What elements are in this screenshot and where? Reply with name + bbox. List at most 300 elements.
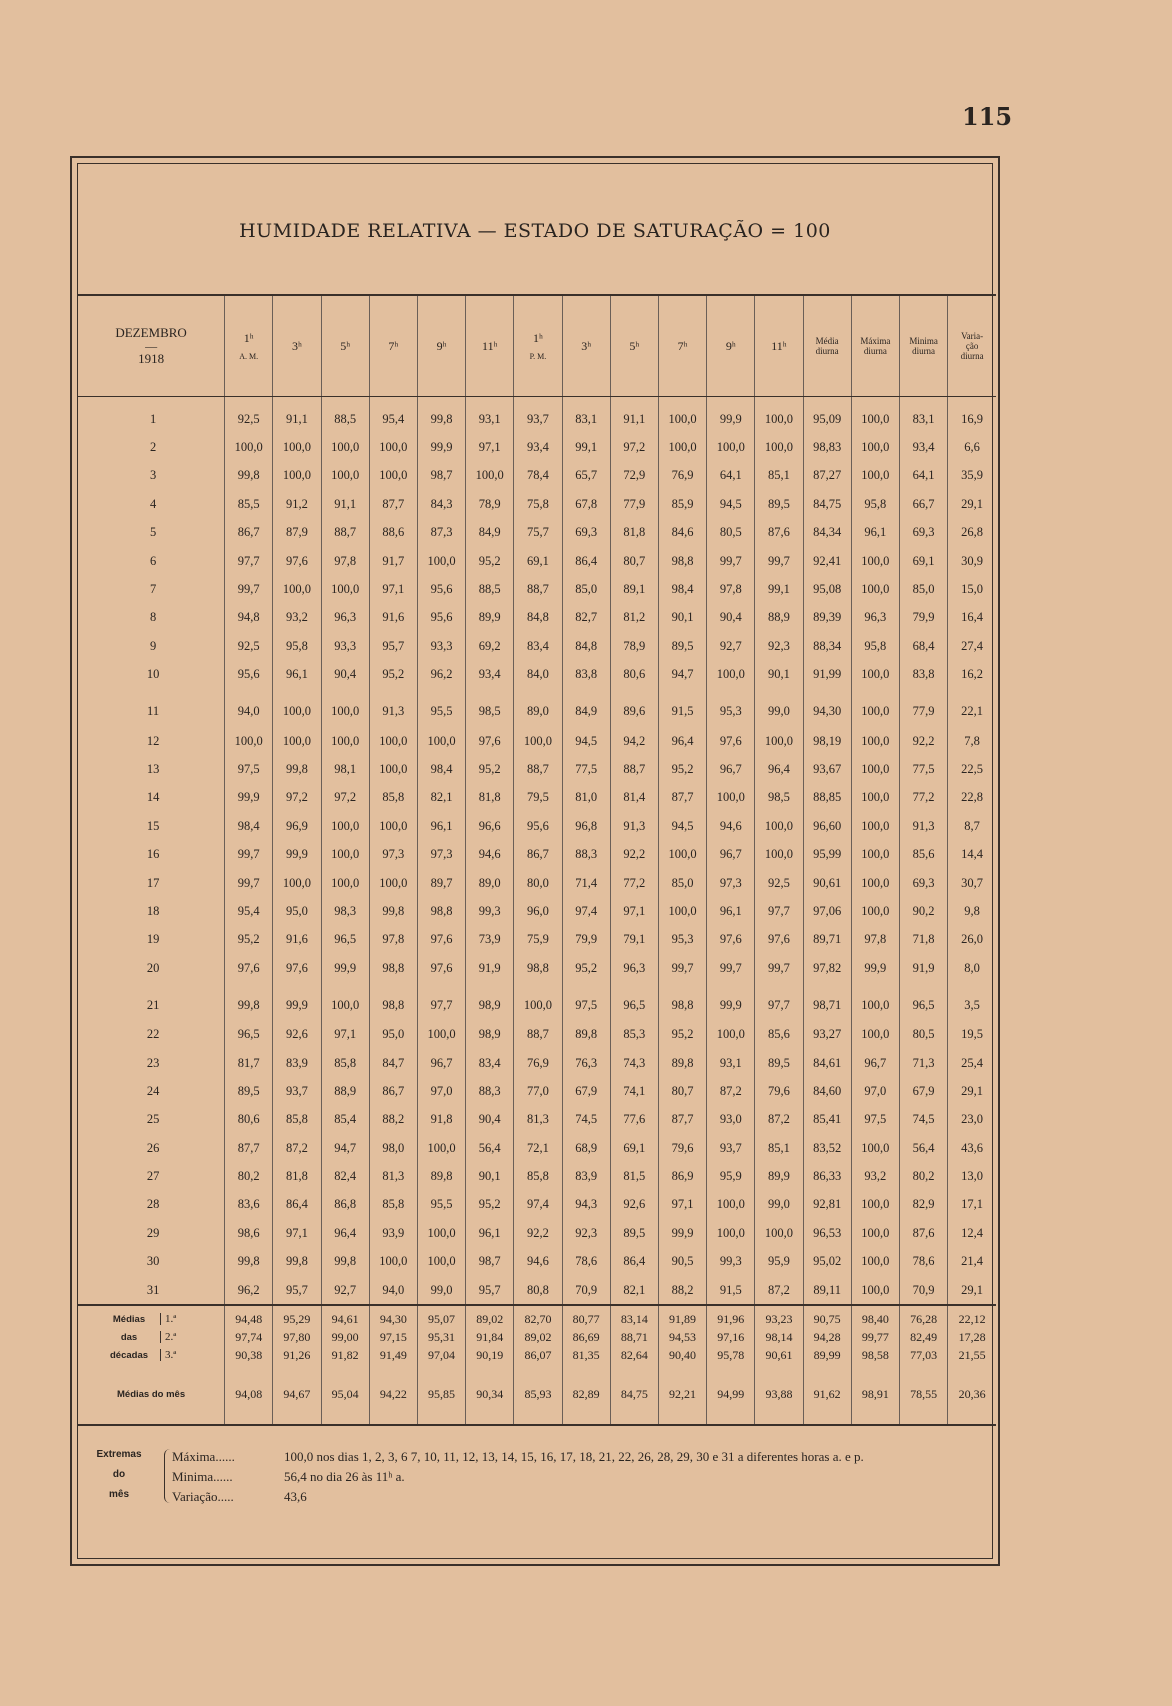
table-cell: 88,5 bbox=[466, 575, 514, 603]
table-cell: 13,0 bbox=[948, 1162, 996, 1190]
table-cell: 85,8 bbox=[273, 1106, 321, 1134]
day-number: 12 bbox=[146, 733, 160, 748]
table-row bbox=[78, 1162, 996, 1190]
table-row bbox=[78, 661, 996, 689]
table-cell: 29,1 bbox=[948, 1077, 996, 1105]
month-dash: — bbox=[145, 339, 158, 353]
table-cell: 67,9 bbox=[899, 1077, 947, 1105]
hour-header bbox=[466, 295, 514, 397]
table-cell: 99,8 bbox=[225, 1248, 273, 1276]
table-cell: 94,48 bbox=[225, 1305, 273, 1328]
table-cell: 91,1 bbox=[273, 397, 321, 434]
table-cell: 95,2 bbox=[225, 926, 273, 954]
table-cell: 88,6 bbox=[369, 519, 417, 547]
table-cell: 89,8 bbox=[417, 1162, 465, 1190]
table-cell: 99,8 bbox=[273, 755, 321, 783]
hour-header bbox=[321, 295, 369, 397]
hour-header bbox=[514, 295, 562, 397]
table-cell: 91,6 bbox=[273, 926, 321, 954]
table-cell: 97,4 bbox=[514, 1191, 562, 1219]
stat-header bbox=[948, 295, 996, 397]
table-cell: 96,6 bbox=[466, 812, 514, 840]
table-cell: 97,6 bbox=[707, 727, 755, 755]
table-cell: 96,4 bbox=[658, 727, 706, 755]
table-cell: 17,28 bbox=[948, 1328, 996, 1346]
table-cell: 83,1 bbox=[899, 397, 947, 434]
table-cell: 91,7 bbox=[369, 547, 417, 575]
table-cell: 89,5 bbox=[755, 490, 803, 518]
table-cell: 9,8 bbox=[948, 897, 996, 925]
table-cell: 96,5 bbox=[321, 926, 369, 954]
day-number: 3 bbox=[149, 468, 157, 483]
table-cell: 94,8 bbox=[225, 604, 273, 632]
table-cell: 95,31 bbox=[417, 1328, 465, 1346]
table-cell: 94,30 bbox=[803, 689, 851, 727]
table-row bbox=[78, 869, 996, 897]
table-cell: 86,4 bbox=[610, 1248, 658, 1276]
table-cell: 100,0 bbox=[321, 689, 369, 727]
table-cell: 90,5 bbox=[658, 1248, 706, 1276]
month-label: DEZEMBRO bbox=[115, 325, 187, 340]
table-cell: 89,8 bbox=[562, 1020, 610, 1048]
day-number: 22 bbox=[146, 1027, 160, 1042]
table-header bbox=[78, 295, 996, 397]
table-cell: 92,2 bbox=[899, 727, 947, 755]
table-cell: 97,6 bbox=[417, 926, 465, 954]
table-cell: 100,0 bbox=[755, 727, 803, 755]
table-cell: 99,0 bbox=[417, 1276, 465, 1305]
table-cell: 75,9 bbox=[514, 926, 562, 954]
table-cell: 81,2 bbox=[610, 604, 658, 632]
decade-means bbox=[78, 1305, 996, 1364]
table-cell: 99,00 bbox=[321, 1328, 369, 1346]
table-cell: 90,1 bbox=[466, 1162, 514, 1190]
extremes-value: 56,4 no dia 26 às 11ʰ a. bbox=[284, 1469, 405, 1484]
table-cell: 91,1 bbox=[321, 490, 369, 518]
table-cell: 97,6 bbox=[225, 954, 273, 982]
table-cell: 95,2 bbox=[658, 755, 706, 783]
table-cell: 69,1 bbox=[610, 1134, 658, 1162]
table-cell: 89,0 bbox=[514, 689, 562, 727]
table-cell: 90,4 bbox=[466, 1106, 514, 1134]
table-cell: 99,7 bbox=[225, 840, 273, 868]
decade-index: 1.ª bbox=[160, 1313, 195, 1325]
table-cell: 93,1 bbox=[466, 397, 514, 434]
table-cell: 92,81 bbox=[803, 1191, 851, 1219]
table-cell: 97,3 bbox=[417, 840, 465, 868]
hour-label: 5ʰ bbox=[340, 338, 351, 353]
extremes-key: Máxima...... bbox=[172, 1449, 235, 1464]
hour-header bbox=[658, 295, 706, 397]
table-cell: 22,1 bbox=[948, 689, 996, 727]
table-cell: 94,99 bbox=[707, 1364, 755, 1425]
table-cell: 80,2 bbox=[899, 1162, 947, 1190]
day-number: 25 bbox=[146, 1112, 160, 1127]
stat-header-line: diurna bbox=[815, 346, 839, 356]
table-cell: 99,8 bbox=[417, 397, 465, 434]
table-cell: 64,1 bbox=[707, 462, 755, 490]
table-cell: 100,0 bbox=[851, 897, 899, 925]
table-cell: 100,0 bbox=[369, 727, 417, 755]
table-cell: 72,1 bbox=[514, 1134, 562, 1162]
table-cell: 95,6 bbox=[225, 661, 273, 689]
table-cell: 100,0 bbox=[755, 1219, 803, 1247]
table-cell: 97,8 bbox=[369, 926, 417, 954]
table-cell: 96,8 bbox=[562, 812, 610, 840]
table-cell: 81,4 bbox=[610, 784, 658, 812]
day-number: 6 bbox=[149, 553, 157, 568]
table-cell: 99,77 bbox=[851, 1328, 899, 1346]
table-cell: 94,7 bbox=[658, 661, 706, 689]
table-cell: 90,1 bbox=[755, 661, 803, 689]
table-cell: 95,29 bbox=[273, 1305, 321, 1328]
decade-label bbox=[78, 1346, 225, 1364]
decade-row bbox=[78, 1328, 996, 1346]
table-cell: 89,6 bbox=[610, 689, 658, 727]
table-cell: 98,8 bbox=[658, 547, 706, 575]
table-cell: 100,0 bbox=[658, 397, 706, 434]
day-number: 5 bbox=[149, 525, 157, 540]
table-cell: 97,1 bbox=[658, 1191, 706, 1219]
day-number: 23 bbox=[146, 1055, 160, 1070]
hour-label: 11ʰ bbox=[771, 338, 787, 353]
table-cell: 100,0 bbox=[707, 784, 755, 812]
table-cell: 80,2 bbox=[225, 1162, 273, 1190]
hour-period: P. M. bbox=[529, 352, 547, 361]
table-cell: 98,8 bbox=[514, 954, 562, 982]
table-cell: 86,7 bbox=[514, 840, 562, 868]
table-cell: 35,9 bbox=[948, 462, 996, 490]
table-cell: 8,7 bbox=[948, 812, 996, 840]
table-cell: 83,4 bbox=[514, 632, 562, 660]
table-cell: 100,0 bbox=[707, 1219, 755, 1247]
table-cell: 84,0 bbox=[514, 661, 562, 689]
table-cell: 90,4 bbox=[707, 604, 755, 632]
table-cell: 100,0 bbox=[707, 1020, 755, 1048]
table-cell: 96,4 bbox=[321, 1219, 369, 1247]
table-cell: 81,0 bbox=[562, 784, 610, 812]
day-number: 15 bbox=[146, 818, 160, 833]
table-row bbox=[78, 1191, 996, 1219]
day-number: 27 bbox=[146, 1169, 160, 1184]
table-cell: 76,9 bbox=[658, 462, 706, 490]
table-cell: 80,0 bbox=[514, 869, 562, 897]
table-cell: 96,3 bbox=[610, 954, 658, 982]
table-cell: 100,0 bbox=[321, 812, 369, 840]
hour-label: 1ʰ bbox=[243, 331, 254, 345]
table-cell: 100,0 bbox=[755, 433, 803, 461]
table-cell: 96,3 bbox=[321, 604, 369, 632]
table-cell: 97,6 bbox=[466, 727, 514, 755]
table-cell: 87,2 bbox=[707, 1077, 755, 1105]
table-cell: 89,11 bbox=[803, 1276, 851, 1305]
table-cell: 78,4 bbox=[514, 462, 562, 490]
table-cell: 82,4 bbox=[321, 1162, 369, 1190]
table-cell: 21,55 bbox=[948, 1346, 996, 1364]
day-number: 7 bbox=[149, 582, 157, 597]
table-cell: 99,8 bbox=[369, 897, 417, 925]
table-cell: 91,1 bbox=[610, 397, 658, 434]
table-cell: 97,3 bbox=[369, 840, 417, 868]
table-cell: 95,0 bbox=[369, 1020, 417, 1048]
table-cell: 93,1 bbox=[707, 1049, 755, 1077]
table-cell: 83,14 bbox=[610, 1305, 658, 1328]
extremes-value: 100,0 nos dias 1, 2, 3, 6 7, 10, 11, 12, 13, 14, 15, 16, 17, 18, 21, 22, 26, 28, 29, 30 e 31 a diferentes horas a. e p. bbox=[284, 1449, 864, 1464]
table-cell: 86,69 bbox=[562, 1328, 610, 1346]
table-cell: 74,3 bbox=[610, 1049, 658, 1077]
table-cell: 100,0 bbox=[851, 1191, 899, 1219]
table-cell: 100,0 bbox=[851, 727, 899, 755]
table-cell: 100,0 bbox=[851, 462, 899, 490]
table-cell: 100,0 bbox=[369, 755, 417, 783]
table-cell: 83,8 bbox=[899, 661, 947, 689]
day-number: 2 bbox=[149, 440, 157, 455]
table-cell: 83,1 bbox=[562, 397, 610, 434]
table-cell: 78,9 bbox=[466, 490, 514, 518]
table-cell: 98,91 bbox=[851, 1364, 899, 1425]
table-cell: 90,61 bbox=[755, 1346, 803, 1364]
table-cell: 29,1 bbox=[948, 490, 996, 518]
day-number: 20 bbox=[146, 960, 160, 975]
table-cell: 92,5 bbox=[225, 397, 273, 434]
table-cell: 97,6 bbox=[417, 954, 465, 982]
table-cell: 93,2 bbox=[273, 604, 321, 632]
table-cell: 97,7 bbox=[417, 982, 465, 1020]
table-cell: 96,7 bbox=[707, 840, 755, 868]
table-cell: 98,71 bbox=[803, 982, 851, 1020]
table-cell: 83,9 bbox=[273, 1049, 321, 1077]
table-cell: 77,2 bbox=[899, 784, 947, 812]
table-cell: 100,0 bbox=[851, 397, 899, 434]
table-cell: 87,2 bbox=[273, 1134, 321, 1162]
table-cell: 22,8 bbox=[948, 784, 996, 812]
table-cell: 98,7 bbox=[417, 462, 465, 490]
table-cell: 98,9 bbox=[466, 982, 514, 1020]
table-cell: 25,4 bbox=[948, 1049, 996, 1077]
table-cell: 93,4 bbox=[466, 661, 514, 689]
table-row bbox=[78, 784, 996, 812]
table-cell: 81,3 bbox=[514, 1106, 562, 1134]
table-cell: 96,5 bbox=[610, 982, 658, 1020]
table-cell: 97,15 bbox=[369, 1328, 417, 1346]
table-cell: 100,0 bbox=[321, 727, 369, 755]
table-cell: 100,0 bbox=[755, 840, 803, 868]
table-cell: 89,5 bbox=[755, 1049, 803, 1077]
table-cell: 97,5 bbox=[562, 982, 610, 1020]
table-cell: 95,02 bbox=[803, 1248, 851, 1276]
table-cell: 98,8 bbox=[369, 954, 417, 982]
table-cell: 98,1 bbox=[321, 755, 369, 783]
table-cell: 92,5 bbox=[225, 632, 273, 660]
table-cell: 97,1 bbox=[321, 1020, 369, 1048]
table-cell: 95,5 bbox=[417, 689, 465, 727]
table-cell: 79,6 bbox=[658, 1134, 706, 1162]
stat-header bbox=[803, 295, 851, 397]
table-cell: 100,0 bbox=[321, 869, 369, 897]
table-cell: 86,33 bbox=[803, 1162, 851, 1190]
table-cell: 27,4 bbox=[948, 632, 996, 660]
table-cell: 97,7 bbox=[225, 547, 273, 575]
table-cell: 84,75 bbox=[610, 1364, 658, 1425]
table-cell: 56,4 bbox=[899, 1134, 947, 1162]
table-row bbox=[78, 926, 996, 954]
table-cell: 84,9 bbox=[466, 519, 514, 547]
day-number: 17 bbox=[146, 875, 160, 890]
table-cell: 83,6 bbox=[225, 1191, 273, 1219]
table-cell: 85,41 bbox=[803, 1106, 851, 1134]
day-number: 10 bbox=[146, 667, 160, 682]
table-cell: 92,2 bbox=[610, 840, 658, 868]
table-cell: 78,6 bbox=[562, 1248, 610, 1276]
day-number: 4 bbox=[149, 496, 157, 511]
day-number: 14 bbox=[146, 790, 160, 805]
table-cell: 100,0 bbox=[417, 1248, 465, 1276]
table-cell: 97,6 bbox=[707, 926, 755, 954]
table-cell: 93,23 bbox=[755, 1305, 803, 1328]
table-cell: 85,3 bbox=[610, 1020, 658, 1048]
table-cell: 95,2 bbox=[466, 755, 514, 783]
table-cell: 97,6 bbox=[273, 547, 321, 575]
table-cell: 95,5 bbox=[417, 1191, 465, 1219]
table-cell: 69,3 bbox=[899, 869, 947, 897]
table-cell: 96,5 bbox=[225, 1020, 273, 1048]
table-cell: 94,53 bbox=[658, 1328, 706, 1346]
table-cell: 90,40 bbox=[658, 1346, 706, 1364]
table-cell: 85,8 bbox=[369, 784, 417, 812]
table-cell: 86,4 bbox=[562, 547, 610, 575]
table-cell: 87,7 bbox=[225, 1134, 273, 1162]
table-cell: 22,12 bbox=[948, 1305, 996, 1328]
table-cell: 89,5 bbox=[225, 1077, 273, 1105]
table-cell: 97,1 bbox=[610, 897, 658, 925]
table-cell: 76,28 bbox=[899, 1305, 947, 1328]
table-cell: 100,0 bbox=[417, 1020, 465, 1048]
table-cell: 91,84 bbox=[466, 1328, 514, 1346]
table-row bbox=[78, 1049, 996, 1077]
table-row bbox=[78, 982, 996, 1020]
table-cell: 89,02 bbox=[514, 1328, 562, 1346]
table-cell: 97,4 bbox=[562, 897, 610, 925]
table-cell: 89,02 bbox=[466, 1305, 514, 1328]
extremes-row bbox=[88, 1449, 993, 1469]
table-cell: 82,1 bbox=[417, 784, 465, 812]
table-cell: 96,4 bbox=[755, 755, 803, 783]
table-cell: 78,55 bbox=[899, 1364, 947, 1425]
table-cell: 97,06 bbox=[803, 897, 851, 925]
table-cell: 99,9 bbox=[273, 982, 321, 1020]
day-number: 13 bbox=[146, 761, 160, 776]
table-cell: 91,3 bbox=[610, 812, 658, 840]
table-row bbox=[78, 1020, 996, 1048]
table-cell: 70,9 bbox=[899, 1276, 947, 1305]
table-cell: 98,6 bbox=[225, 1219, 273, 1247]
table-cell: 100,0 bbox=[321, 575, 369, 603]
table-cell: 93,3 bbox=[321, 632, 369, 660]
table-cell: 99,9 bbox=[658, 1219, 706, 1247]
table-cell: 77,5 bbox=[562, 755, 610, 783]
day-number: 19 bbox=[146, 932, 160, 947]
table-cell: 93,0 bbox=[707, 1106, 755, 1134]
table-cell: 100,0 bbox=[851, 784, 899, 812]
table-cell: 97,6 bbox=[273, 954, 321, 982]
table-cell: 91,3 bbox=[369, 689, 417, 727]
table-cell: 87,27 bbox=[803, 462, 851, 490]
table-cell: 100,0 bbox=[417, 727, 465, 755]
table-cell: 89,0 bbox=[466, 869, 514, 897]
hour-header bbox=[225, 295, 273, 397]
stat-header-line: Máxima bbox=[860, 336, 891, 346]
table-cell: 100,0 bbox=[851, 1020, 899, 1048]
table-cell: 93,7 bbox=[273, 1077, 321, 1105]
table-cell: 91,5 bbox=[658, 689, 706, 727]
table-cell: 99,9 bbox=[851, 954, 899, 982]
table-row bbox=[78, 727, 996, 755]
table-row bbox=[78, 1219, 996, 1247]
table-cell: 81,35 bbox=[562, 1346, 610, 1364]
table-cell: 21,4 bbox=[948, 1248, 996, 1276]
table-cell: 95,09 bbox=[803, 397, 851, 434]
table-cell: 94,5 bbox=[562, 727, 610, 755]
day-number: 26 bbox=[146, 1140, 160, 1155]
table-cell: 100,0 bbox=[851, 755, 899, 783]
hour-label: 9ʰ bbox=[436, 338, 447, 353]
table-cell: 99,9 bbox=[273, 840, 321, 868]
table-cell: 97,74 bbox=[225, 1328, 273, 1346]
table-cell: 79,9 bbox=[562, 926, 610, 954]
table-cell: 88,2 bbox=[658, 1276, 706, 1305]
hour-header bbox=[273, 295, 321, 397]
decade-label bbox=[78, 1328, 225, 1346]
table-cell: 98,3 bbox=[321, 897, 369, 925]
table-cell: 100,0 bbox=[466, 462, 514, 490]
table-cell: 98,83 bbox=[803, 433, 851, 461]
table-row bbox=[78, 490, 996, 518]
table-cell: 95,7 bbox=[369, 632, 417, 660]
table-cell: 12,4 bbox=[948, 1219, 996, 1247]
table-cell: 30,9 bbox=[948, 547, 996, 575]
table-cell: 93,4 bbox=[899, 433, 947, 461]
table-cell: 100,0 bbox=[225, 433, 273, 461]
table-cell: 83,8 bbox=[562, 661, 610, 689]
table-cell: 95,2 bbox=[562, 954, 610, 982]
table-cell: 76,9 bbox=[514, 1049, 562, 1077]
table-cell: 23,0 bbox=[948, 1106, 996, 1134]
table-row bbox=[78, 632, 996, 660]
stat-header-line: Minima bbox=[909, 336, 938, 346]
table-cell: 88,3 bbox=[562, 840, 610, 868]
table-cell: 80,77 bbox=[562, 1305, 610, 1328]
decade-label-text: décadas bbox=[109, 1350, 149, 1362]
table-cell: 95,85 bbox=[417, 1364, 465, 1425]
table-row bbox=[78, 433, 996, 461]
table-cell: 94,3 bbox=[562, 1191, 610, 1219]
stat-header bbox=[899, 295, 947, 397]
stat-header-line: diurna bbox=[863, 346, 887, 356]
table-cell: 97,2 bbox=[321, 784, 369, 812]
table-cell: 89,71 bbox=[803, 926, 851, 954]
table-cell: 89,5 bbox=[610, 1219, 658, 1247]
table-cell: 100,0 bbox=[851, 1219, 899, 1247]
table-cell: 64,1 bbox=[899, 462, 947, 490]
table-cell: 82,64 bbox=[610, 1346, 658, 1364]
table-cell: 81,3 bbox=[369, 1162, 417, 1190]
table-cell: 88,7 bbox=[514, 1020, 562, 1048]
extremes-value: 43,6 bbox=[284, 1489, 307, 1504]
table-cell: 69,3 bbox=[899, 519, 947, 547]
table-cell: 88,2 bbox=[369, 1106, 417, 1134]
table-cell: 73,9 bbox=[466, 926, 514, 954]
day-number: 16 bbox=[146, 847, 160, 862]
